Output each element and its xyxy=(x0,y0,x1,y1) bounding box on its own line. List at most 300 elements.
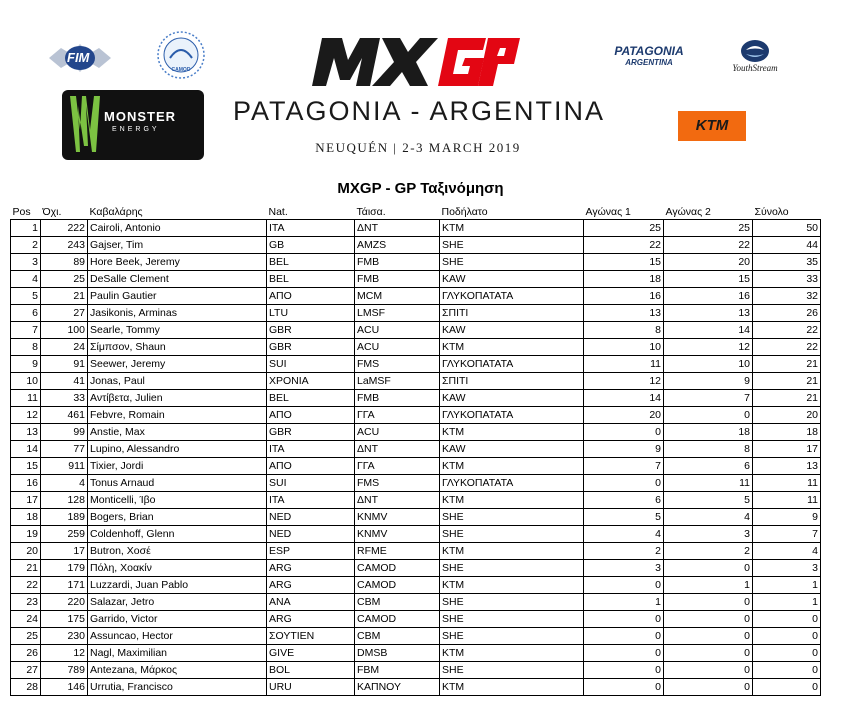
table-row xyxy=(11,475,821,492)
cell-race2: 16 xyxy=(664,288,753,305)
cell-race2: 11 xyxy=(664,475,753,492)
cell-race2: 10 xyxy=(664,356,753,373)
cell-race1: 2 xyxy=(584,543,664,560)
cell-bike: ΓΛΥΚΟΠΑΤΑΤΑ xyxy=(440,288,584,305)
table-row xyxy=(11,356,821,373)
table-row xyxy=(11,407,821,424)
cell-nationality: NED xyxy=(267,526,355,543)
cell-pos: 18 xyxy=(11,509,41,526)
cell-pos: 21 xyxy=(11,560,41,577)
cell-nationality: ΧΡΟΝΙΑ xyxy=(267,373,355,390)
cell-number: 25 xyxy=(41,271,88,288)
cell-rider: Hore Beek, Jeremy xyxy=(88,254,267,271)
cell-federation: CBM xyxy=(355,594,440,611)
cell-bike: ΣΠΙΤΙ xyxy=(440,373,584,390)
cell-total: 33 xyxy=(753,271,821,288)
patagonia-argentina-logo xyxy=(607,44,691,74)
cell-number: 789 xyxy=(41,662,88,679)
cell-race1: 9 xyxy=(584,441,664,458)
table-row xyxy=(11,509,821,526)
cell-federation: CBM xyxy=(355,628,440,645)
table-row xyxy=(11,322,821,339)
cell-total: 26 xyxy=(753,305,821,322)
table-row xyxy=(11,424,821,441)
cell-bike: KTM xyxy=(440,220,584,237)
cell-number: 461 xyxy=(41,407,88,424)
cell-nationality: GIVE xyxy=(267,645,355,662)
cell-race1: 1 xyxy=(584,594,664,611)
cell-total: 20 xyxy=(753,407,821,424)
table-row xyxy=(11,645,821,662)
cell-number: 12 xyxy=(41,645,88,662)
monster-logo-text: MONSTER xyxy=(104,109,176,124)
cell-pos: 11 xyxy=(11,390,41,407)
cell-number: 243 xyxy=(41,237,88,254)
cell-rider: Nagl, Maximilian xyxy=(88,645,267,662)
cell-race1: 0 xyxy=(584,611,664,628)
cell-race2: 2 xyxy=(664,543,753,560)
cell-total: 0 xyxy=(753,662,821,679)
cell-number: 911 xyxy=(41,458,88,475)
cell-race1: 10 xyxy=(584,339,664,356)
table-body xyxy=(11,220,821,696)
cell-federation: KNMV xyxy=(355,509,440,526)
cell-race1: 15 xyxy=(584,254,664,271)
cell-bike: ΓΛΥΚΟΠΑΤΑΤΑ xyxy=(440,356,584,373)
cell-federation: RFME xyxy=(355,543,440,560)
cell-bike: SHE xyxy=(440,237,584,254)
cell-rider: Monticelli, Ίβο xyxy=(88,492,267,509)
cell-number: 100 xyxy=(41,322,88,339)
cell-bike: KTM xyxy=(440,458,584,475)
cell-pos: 4 xyxy=(11,271,41,288)
cell-race2: 0 xyxy=(664,560,753,577)
cell-bike: ΣΠΙΤΙ xyxy=(440,305,584,322)
table-row xyxy=(11,254,821,271)
cell-number: 17 xyxy=(41,543,88,560)
cell-nationality: ΑΠΟ xyxy=(267,407,355,424)
cell-nationality: BEL xyxy=(267,254,355,271)
cell-nationality: ΣΟΥΤΙΕΝ xyxy=(267,628,355,645)
cell-rider: Bogers, Brian xyxy=(88,509,267,526)
table-header-row xyxy=(11,204,821,220)
cell-race2: 4 xyxy=(664,509,753,526)
cell-nationality: BEL xyxy=(267,271,355,288)
cell-pos: 5 xyxy=(11,288,41,305)
table-row xyxy=(11,220,821,237)
cell-nationality: ARG xyxy=(267,611,355,628)
cell-rider: Assuncao, Hector xyxy=(88,628,267,645)
cell-race2: 0 xyxy=(664,611,753,628)
cell-bike: KAW xyxy=(440,271,584,288)
cell-bike: ΓΛΥΚΟΠΑΤΑΤΑ xyxy=(440,475,584,492)
cell-nationality: ΑΠΟ xyxy=(267,288,355,305)
cell-total: 18 xyxy=(753,424,821,441)
cell-race2: 14 xyxy=(664,322,753,339)
cell-rider: Butron, Χοσέ xyxy=(88,543,267,560)
column-header-pos: Pos xyxy=(11,204,41,220)
cell-pos: 23 xyxy=(11,594,41,611)
cell-race2: 0 xyxy=(664,645,753,662)
cell-pos: 1 xyxy=(11,220,41,237)
table-row xyxy=(11,271,821,288)
cell-total: 0 xyxy=(753,645,821,662)
cell-pos: 9 xyxy=(11,356,41,373)
cell-pos: 25 xyxy=(11,628,41,645)
fim-logo-text: FIM xyxy=(67,50,90,65)
cell-race2: 12 xyxy=(664,339,753,356)
cell-race2: 0 xyxy=(664,662,753,679)
table-row xyxy=(11,679,821,696)
cell-total: 7 xyxy=(753,526,821,543)
table-row xyxy=(11,628,821,645)
cell-total: 9 xyxy=(753,509,821,526)
cell-number: 230 xyxy=(41,628,88,645)
cell-total: 0 xyxy=(753,611,821,628)
cell-race2: 22 xyxy=(664,237,753,254)
cell-pos: 10 xyxy=(11,373,41,390)
cell-total: 21 xyxy=(753,373,821,390)
cell-total: 50 xyxy=(753,220,821,237)
cell-bike: KTM xyxy=(440,492,584,509)
cell-nationality: URU xyxy=(267,679,355,696)
cell-race2: 13 xyxy=(664,305,753,322)
cell-nationality: GBR xyxy=(267,424,355,441)
table-row xyxy=(11,560,821,577)
cell-federation: FMB xyxy=(355,390,440,407)
cell-federation: LaMSF xyxy=(355,373,440,390)
cell-number: 146 xyxy=(41,679,88,696)
cell-total: 21 xyxy=(753,390,821,407)
cell-number: 77 xyxy=(41,441,88,458)
cell-pos: 12 xyxy=(11,407,41,424)
cell-federation: KNMV xyxy=(355,526,440,543)
column-header-race2: Αγώνας 2 xyxy=(664,204,753,220)
cell-pos: 6 xyxy=(11,305,41,322)
cell-number: 171 xyxy=(41,577,88,594)
cell-total: 1 xyxy=(753,577,821,594)
cell-bike: KAW xyxy=(440,441,584,458)
cell-federation: ACU xyxy=(355,424,440,441)
cell-nationality: SUI xyxy=(267,356,355,373)
cell-rider: Πόλη, Χοακίν xyxy=(88,560,267,577)
cell-number: 89 xyxy=(41,254,88,271)
cell-race1: 0 xyxy=(584,662,664,679)
cell-race1: 0 xyxy=(584,628,664,645)
cell-rider: Urrutia, Francisco xyxy=(88,679,267,696)
cell-bike: KTM xyxy=(440,577,584,594)
table-row xyxy=(11,458,821,475)
cell-race1: 12 xyxy=(584,373,664,390)
cell-bike: SHE xyxy=(440,594,584,611)
table-row xyxy=(11,543,821,560)
cell-race1: 0 xyxy=(584,424,664,441)
cell-federation: DMSB xyxy=(355,645,440,662)
cell-bike: KTM xyxy=(440,339,584,356)
column-header-bike: Ποδήλατο xyxy=(440,204,584,220)
column-header-federation: Τάισα. xyxy=(355,204,440,220)
cell-federation: ΓΓΑ xyxy=(355,407,440,424)
cell-pos: 28 xyxy=(11,679,41,696)
cell-race1: 18 xyxy=(584,271,664,288)
cell-federation: FMS xyxy=(355,475,440,492)
cell-bike: SHE xyxy=(440,254,584,271)
cell-bike: KAW xyxy=(440,322,584,339)
cell-number: 24 xyxy=(41,339,88,356)
cell-nationality: ITA xyxy=(267,492,355,509)
table-row xyxy=(11,611,821,628)
cell-rider: Tixier, Jordi xyxy=(88,458,267,475)
cell-race2: 1 xyxy=(664,577,753,594)
table-row xyxy=(11,390,821,407)
table-row xyxy=(11,441,821,458)
table-row xyxy=(11,662,821,679)
cell-race2: 9 xyxy=(664,373,753,390)
cell-nationality: NED xyxy=(267,509,355,526)
patagonia-logo-text: PATAGONIA xyxy=(614,44,684,58)
table-row xyxy=(11,305,821,322)
patagonia-logo-subtext: ARGENTINA xyxy=(625,58,673,67)
cell-number: 259 xyxy=(41,526,88,543)
cell-number: 27 xyxy=(41,305,88,322)
cell-race2: 18 xyxy=(664,424,753,441)
cell-pos: 8 xyxy=(11,339,41,356)
cell-race1: 13 xyxy=(584,305,664,322)
mxgp-logo xyxy=(308,30,524,90)
ktm-logo-text: KTM xyxy=(695,117,729,134)
column-header-nationality: Nat. xyxy=(267,204,355,220)
cell-number: 220 xyxy=(41,594,88,611)
cell-federation: FBM xyxy=(355,662,440,679)
cell-total: 21 xyxy=(753,356,821,373)
cell-number: 33 xyxy=(41,390,88,407)
cell-pos: 14 xyxy=(11,441,41,458)
ktm-logo xyxy=(678,111,746,141)
fim-logo xyxy=(47,40,113,76)
cell-rider: Σίμπσον, Shaun xyxy=(88,339,267,356)
cell-race2: 0 xyxy=(664,679,753,696)
results-table xyxy=(10,204,821,696)
cell-race1: 3 xyxy=(584,560,664,577)
event-title: PATAGONIA - ARGENTINA xyxy=(233,96,606,126)
cell-pos: 19 xyxy=(11,526,41,543)
cell-number: 99 xyxy=(41,424,88,441)
cell-race1: 16 xyxy=(584,288,664,305)
cell-rider: Antezana, Μάρκος xyxy=(88,662,267,679)
cell-rider: DeSalle Clement xyxy=(88,271,267,288)
cell-race1: 5 xyxy=(584,509,664,526)
table-row xyxy=(11,492,821,509)
cell-federation: CAMOD xyxy=(355,560,440,577)
cell-race1: 0 xyxy=(584,679,664,696)
cell-number: 175 xyxy=(41,611,88,628)
column-header-race1: Αγώνας 1 xyxy=(584,204,664,220)
cell-pos: 26 xyxy=(11,645,41,662)
cell-federation: FMB xyxy=(355,254,440,271)
cell-nationality: BOL xyxy=(267,662,355,679)
cell-race1: 0 xyxy=(584,645,664,662)
camod-logo-text: CAMOD xyxy=(171,67,191,73)
cell-bike: SHE xyxy=(440,509,584,526)
cell-pos: 20 xyxy=(11,543,41,560)
cell-nationality: ESP xyxy=(267,543,355,560)
cell-rider: Garrido, Victor xyxy=(88,611,267,628)
cell-pos: 17 xyxy=(11,492,41,509)
cell-federation: ACU xyxy=(355,322,440,339)
cell-rider: Cairoli, Antonio xyxy=(88,220,267,237)
cell-rider: Lupino, Alessandro xyxy=(88,441,267,458)
cell-nationality: ITA xyxy=(267,220,355,237)
cell-rider: Febvre, Romain xyxy=(88,407,267,424)
cell-race2: 15 xyxy=(664,271,753,288)
cell-pos: 27 xyxy=(11,662,41,679)
cell-federation: ΔNT xyxy=(355,441,440,458)
cell-bike: KAW xyxy=(440,390,584,407)
cell-race1: 4 xyxy=(584,526,664,543)
cell-total: 1 xyxy=(753,594,821,611)
cell-federation: ACU xyxy=(355,339,440,356)
cell-rider: Anstie, Max xyxy=(88,424,267,441)
cell-race1: 14 xyxy=(584,390,664,407)
camod-logo xyxy=(156,30,206,80)
cell-federation: CAMOD xyxy=(355,577,440,594)
cell-nationality: ANA xyxy=(267,594,355,611)
cell-rider: Searle, Tommy xyxy=(88,322,267,339)
cell-race1: 7 xyxy=(584,458,664,475)
cell-race2: 0 xyxy=(664,407,753,424)
table-row xyxy=(11,594,821,611)
cell-race2: 8 xyxy=(664,441,753,458)
cell-nationality: LTU xyxy=(267,305,355,322)
cell-rider: Tonus Arnaud xyxy=(88,475,267,492)
cell-race1: 25 xyxy=(584,220,664,237)
cell-federation: FMS xyxy=(355,356,440,373)
cell-rider: Αντίβετα, Julien xyxy=(88,390,267,407)
table-row xyxy=(11,339,821,356)
cell-rider: Seewer, Jeremy xyxy=(88,356,267,373)
cell-race1: 20 xyxy=(584,407,664,424)
cell-federation: FMB xyxy=(355,271,440,288)
cell-pos: 13 xyxy=(11,424,41,441)
cell-total: 32 xyxy=(753,288,821,305)
cell-total: 4 xyxy=(753,543,821,560)
table-title: MXGP - GP Ταξινόμηση xyxy=(337,180,504,197)
cell-pos: 15 xyxy=(11,458,41,475)
cell-federation: AMZS xyxy=(355,237,440,254)
cell-rider: Gajser, Tim xyxy=(88,237,267,254)
cell-nationality: ITA xyxy=(267,441,355,458)
column-header-total: Σύνολο xyxy=(753,204,821,220)
cell-rider: Salazar, Jetro xyxy=(88,594,267,611)
cell-bike: KTM xyxy=(440,679,584,696)
cell-race2: 7 xyxy=(664,390,753,407)
cell-rider: Jonas, Paul xyxy=(88,373,267,390)
cell-race2: 0 xyxy=(664,628,753,645)
monster-energy-logo xyxy=(60,86,206,164)
cell-total: 13 xyxy=(753,458,821,475)
youthstream-logo-text: YouthStream xyxy=(732,63,778,73)
cell-number: 4 xyxy=(41,475,88,492)
cell-federation: ΔNT xyxy=(355,220,440,237)
cell-total: 22 xyxy=(753,339,821,356)
cell-rider: Jasikonis, Arminas xyxy=(88,305,267,322)
cell-number: 128 xyxy=(41,492,88,509)
cell-race1: 6 xyxy=(584,492,664,509)
cell-total: 17 xyxy=(753,441,821,458)
cell-bike: SHE xyxy=(440,628,584,645)
cell-pos: 7 xyxy=(11,322,41,339)
cell-total: 35 xyxy=(753,254,821,271)
monster-logo-subtext: ENERGY xyxy=(112,126,160,133)
cell-nationality: ΑΠΟ xyxy=(267,458,355,475)
cell-race1: 0 xyxy=(584,577,664,594)
cell-rider: Luzzardi, Juan Pablo xyxy=(88,577,267,594)
cell-number: 41 xyxy=(41,373,88,390)
cell-federation: ΓΓΑ xyxy=(355,458,440,475)
cell-nationality: GB xyxy=(267,237,355,254)
cell-race2: 20 xyxy=(664,254,753,271)
cell-total: 0 xyxy=(753,628,821,645)
table-row xyxy=(11,577,821,594)
cell-bike: SHE xyxy=(440,526,584,543)
cell-race2: 25 xyxy=(664,220,753,237)
cell-bike: SHE xyxy=(440,662,584,679)
cell-bike: KTM xyxy=(440,543,584,560)
cell-federation: ΚΑΠΝΟΥ xyxy=(355,679,440,696)
cell-nationality: SUI xyxy=(267,475,355,492)
cell-federation: ΔNT xyxy=(355,492,440,509)
cell-bike: SHE xyxy=(440,611,584,628)
cell-number: 222 xyxy=(41,220,88,237)
cell-pos: 2 xyxy=(11,237,41,254)
cell-race2: 6 xyxy=(664,458,753,475)
cell-federation: LMSF xyxy=(355,305,440,322)
column-header-number: Όχι. xyxy=(41,204,88,220)
cell-bike: ΓΛΥΚΟΠΑΤΑΤΑ xyxy=(440,407,584,424)
cell-nationality: GBR xyxy=(267,322,355,339)
cell-race1: 0 xyxy=(584,475,664,492)
cell-race2: 0 xyxy=(664,594,753,611)
cell-pos: 3 xyxy=(11,254,41,271)
youthstream-logo xyxy=(718,38,792,78)
table-row xyxy=(11,237,821,254)
cell-federation: CAMOD xyxy=(355,611,440,628)
cell-bike: SHE xyxy=(440,560,584,577)
cell-bike: KTM xyxy=(440,424,584,441)
cell-pos: 22 xyxy=(11,577,41,594)
event-subtitle: NEUQUÉN | 2-3 MARCH 2019 xyxy=(315,140,521,155)
cell-number: 189 xyxy=(41,509,88,526)
cell-rider: Coldenhoff, Glenn xyxy=(88,526,267,543)
cell-total: 3 xyxy=(753,560,821,577)
cell-nationality: ARG xyxy=(267,577,355,594)
cell-federation: MCM xyxy=(355,288,440,305)
cell-number: 91 xyxy=(41,356,88,373)
cell-total: 22 xyxy=(753,322,821,339)
cell-race2: 5 xyxy=(664,492,753,509)
cell-nationality: BEL xyxy=(267,390,355,407)
cell-number: 179 xyxy=(41,560,88,577)
cell-bike: KTM xyxy=(440,645,584,662)
cell-total: 11 xyxy=(753,475,821,492)
cell-pos: 24 xyxy=(11,611,41,628)
cell-total: 0 xyxy=(753,679,821,696)
column-header-rider: Καβαλάρης xyxy=(88,204,267,220)
cell-race2: 3 xyxy=(664,526,753,543)
cell-pos: 16 xyxy=(11,475,41,492)
cell-number: 21 xyxy=(41,288,88,305)
cell-race1: 8 xyxy=(584,322,664,339)
